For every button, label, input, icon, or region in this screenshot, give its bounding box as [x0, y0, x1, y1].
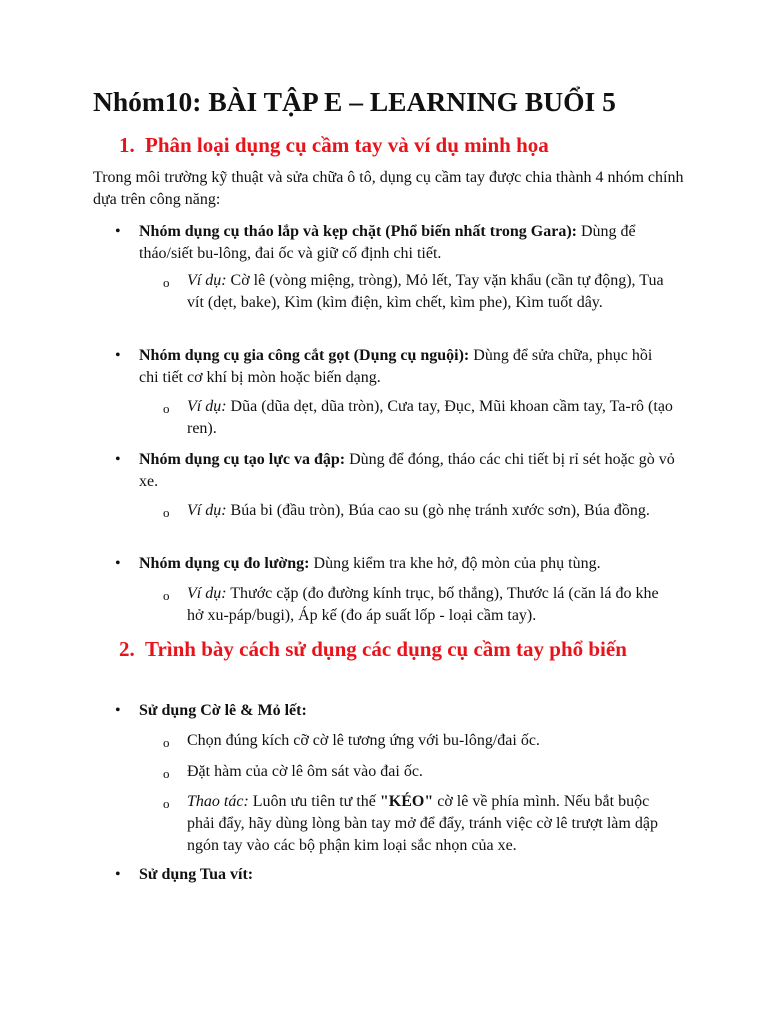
- usage-name: Sử dụng Tua vít:: [139, 866, 254, 883]
- group-desc: Dùng để tháo/siết bu-lông, đai ốc và giữ cố định chi tiết.: [139, 223, 636, 262]
- bullet-circle: o: [163, 735, 170, 750]
- section-1-title: Phân loại dụng cụ cầm tay và ví dụ minh họa: [145, 133, 549, 157]
- bullet-circle: o: [163, 766, 170, 781]
- operation-label: Thao tác:: [187, 793, 249, 810]
- operation-text-post: cờ lê về phía mình. Nếu bắt buộc phải đẩy, hãy dùng lòng bàn tay mở để đẩy, tránh việc cờ lê trượt làm dập ngón tay vào các bộ phận kim loại sắc nhọn của xe.: [187, 793, 658, 854]
- example-text: Dũa (dũa dẹt, dũa tròn), Cưa tay, Đục, Mũi khoan cầm tay, Ta-rô (tạo ren).: [187, 398, 673, 437]
- bullet-dot: •: [115, 555, 121, 572]
- bullet-dot: •: [115, 451, 121, 468]
- example-text: Cờ lê (vòng miệng, tròng), Mỏ lết, Tay vặn khẩu (cần tự động), Tua vít (dẹt, bake), Kìm (kìm điện, kìm chết, kìm phe), Kìm tuốt dây.: [187, 272, 664, 311]
- example-label: Ví dụ:: [187, 502, 227, 519]
- operation-keyword: "KÉO": [379, 793, 434, 810]
- section-2-number: 2.: [119, 637, 135, 661]
- group-desc: Dùng để sửa chữa, phục hồi chi tiết cơ khí bị mòn hoặc biến dạng.: [139, 347, 653, 386]
- bullet-dot: •: [115, 223, 121, 240]
- group-name: Nhóm dụng cụ đo lường:: [139, 555, 310, 572]
- bullet-circle: o: [163, 275, 170, 290]
- section-1-number: 1.: [119, 133, 135, 157]
- section-1-intro: Trong môi trường kỹ thuật và sửa chữa ô tô, dụng cụ cầm tay được chia thành 4 nhóm chính dựa trên công năng:: [93, 169, 684, 208]
- example-text: Thước cặp (đo đường kính trục, bố thắng), Thước lá (căn lá đo khe hở xu-páp/bugi), Áp kế (đo áp suất lốp - loại cầm tay).: [187, 585, 659, 624]
- bullet-circle: o: [163, 401, 170, 416]
- bullet-circle: o: [163, 588, 170, 603]
- group-desc: Dùng để đóng, tháo các chi tiết bị rỉ sét hoặc gò vỏ xe.: [139, 451, 675, 490]
- group-name: Nhóm dụng cụ tháo lắp và kẹp chặt (Phổ biến nhất trong Gara):: [139, 223, 577, 240]
- group-desc: Dùng kiểm tra khe hở, độ mòn của phụ tùng.: [309, 555, 601, 572]
- usage-name: Sử dụng Cờ lê & Mỏ lết:: [139, 702, 307, 719]
- bullet-dot: •: [115, 347, 121, 364]
- example-label: Ví dụ:: [187, 272, 227, 289]
- document-title: Nhóm10: BÀI TẬP E – LEARNING BUỔI 5: [93, 86, 616, 117]
- usage-step-text: Đặt hàm của cờ lê ôm sát vào đai ốc.: [187, 763, 423, 780]
- bullet-dot: •: [115, 702, 121, 719]
- usage-step-text: Chọn đúng kích cỡ cờ lê tương ứng với bu-lông/đai ốc.: [187, 732, 540, 749]
- bullet-circle: o: [163, 796, 170, 811]
- group-name: Nhóm dụng cụ tạo lực va đập:: [139, 451, 346, 468]
- section-2-heading: [119, 636, 665, 662]
- bullet-dot: •: [115, 866, 121, 883]
- group-name: Nhóm dụng cụ gia công cắt gọt (Dụng cụ nguội):: [139, 347, 470, 364]
- example-label: Ví dụ:: [187, 585, 227, 602]
- bullet-circle: o: [163, 505, 170, 520]
- example-label: Ví dụ:: [187, 398, 227, 415]
- section-1-heading: [119, 132, 665, 158]
- section-2-title: Trình bày cách sử dụng các dụng cụ cầm tay phổ biến: [145, 637, 627, 661]
- example-text: Búa bi (đầu tròn), Búa cao su (gò nhẹ tránh xước sơn), Búa đồng.: [226, 502, 650, 519]
- operation-text-pre: Luôn ưu tiên tư thế: [248, 793, 380, 810]
